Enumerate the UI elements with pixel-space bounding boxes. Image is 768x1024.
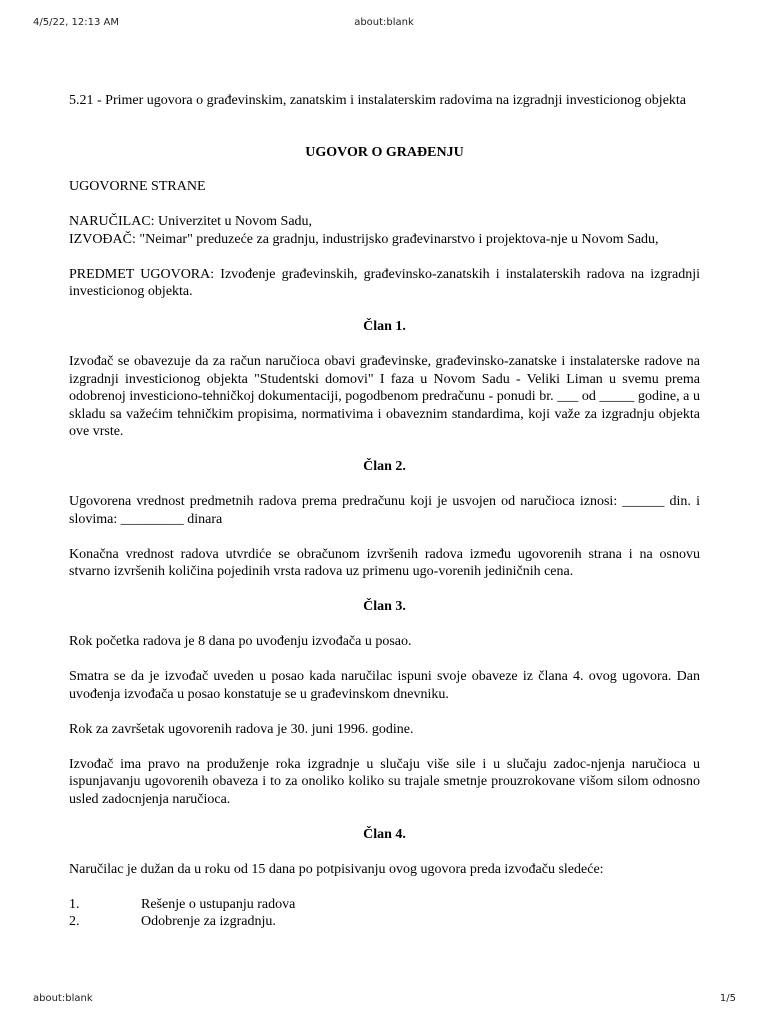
print-footer: [0, 993, 768, 1007]
article-3-heading: Član 3.: [363, 599, 406, 614]
article-4-paragraph-1: Naručilac je dužan da u roku od 15 dana po potpisivanju ovog ugovora preda izvođaču sledeće:: [69, 861, 604, 877]
document-body: [69, 92, 700, 931]
article-3-paragraph-2: Smatra se da je izvođač uveden u posao kada naručilac ispuni svoje obaveze iz člana 4. ovog ugovora. Dan uvođenja izvođača u posao konstatuje se u građevinskom dnevniku.: [69, 669, 700, 702]
izvodjac-line: IZVOĐAČ: "Neimar" preduzeće za gradnju, industrijsko građevinarstvo i projektova-nje u Novom Sadu,: [69, 231, 659, 247]
footer-url: about:blank: [33, 993, 93, 1004]
parties-heading: UGOVORNE STRANE: [69, 179, 206, 194]
list-item-number: 1.: [69, 896, 80, 912]
page-number: 1/5: [719, 993, 736, 1004]
print-header: [0, 17, 768, 31]
article-4-list: [69, 896, 700, 931]
list-item-number: 2.: [69, 914, 80, 929]
article-4-heading: Član 4.: [363, 826, 406, 842]
article-3-paragraph-4: Izvođač ima pravo na produženje roka izgradnje u slučaju više sile i u slučaju zadoc-njenja naručioca u ispunjavanju ugovorenih obaveza i to za onoliko koliko su trajale smetnje prouzrokovane višom silom odnosno usled zadocnjenja naručioca.: [69, 756, 700, 807]
document-title: UGOVOR O GRAĐENJU: [305, 144, 464, 160]
article-1-heading: Član 1.: [363, 319, 406, 334]
article-1-text: Izvođač se obavezuje da za račun naručioca obavi građevinske, građevinsko-zanatske i instalaterske radove na izgradnji investicionog objekta "Studentski domovi" I faza u Novom Sadu - Veliki Liman u svemu prema odobrenoj investiciono-tehničkoj dokumentaciji, pogodbenom predračunu - ponudi br. ___ od _____ godine, a u skladu sa važećim tehničkim propisima, normativima i obaveznim standardima, koji važe za izgradnju objekta ove vrste.: [69, 354, 700, 439]
list-item-text: Rešenje o ustupanju radova: [141, 896, 296, 912]
list-item-text: Odobrenje za izgradnju.: [141, 914, 276, 929]
print-datetime: 4/5/22, 12:13 AM: [33, 17, 120, 28]
article-2-paragraph-2: Konačna vrednost radova utvrdiće se obračunom izvršenih radova između ugovorenih strana i na osnovu stvarno izvršenih količina pojedinih vrsta radova uz primenu ugo-vorenih jediničnih cena.: [69, 546, 700, 579]
narucilac-line: NARUČILAC: Univerzitet u Novom Sadu,: [69, 214, 313, 229]
print-url: about:blank: [354, 17, 414, 28]
list-item: [69, 896, 700, 914]
list-item: [69, 913, 700, 931]
article-3-paragraph-3: Rok za završetak ugovorenih radova je 30. juni 1996. godine.: [69, 721, 414, 737]
intro-paragraph: 5.21 - Primer ugovora o građevinskim, zanatskim i instalaterskim radovima na izgradnji investicionog objekta: [69, 93, 687, 108]
predmet-paragraph: PREDMET UGOVORA: Izvođenje građevinskih, građevinsko-zanatskih i instalaterskih radova na izgradnji investicionog objekta.: [69, 266, 700, 299]
article-2-heading: Član 2.: [363, 459, 406, 474]
article-3-paragraph-1: Rok početka radova je 8 dana po uvođenju izvođača u posao.: [69, 634, 412, 649]
article-2-paragraph-1: Ugovorena vrednost predmetnih radova prema predračunu koji je usvojen od naručioca iznosi: ______ din. i slovima: _________ dinara: [69, 494, 700, 527]
